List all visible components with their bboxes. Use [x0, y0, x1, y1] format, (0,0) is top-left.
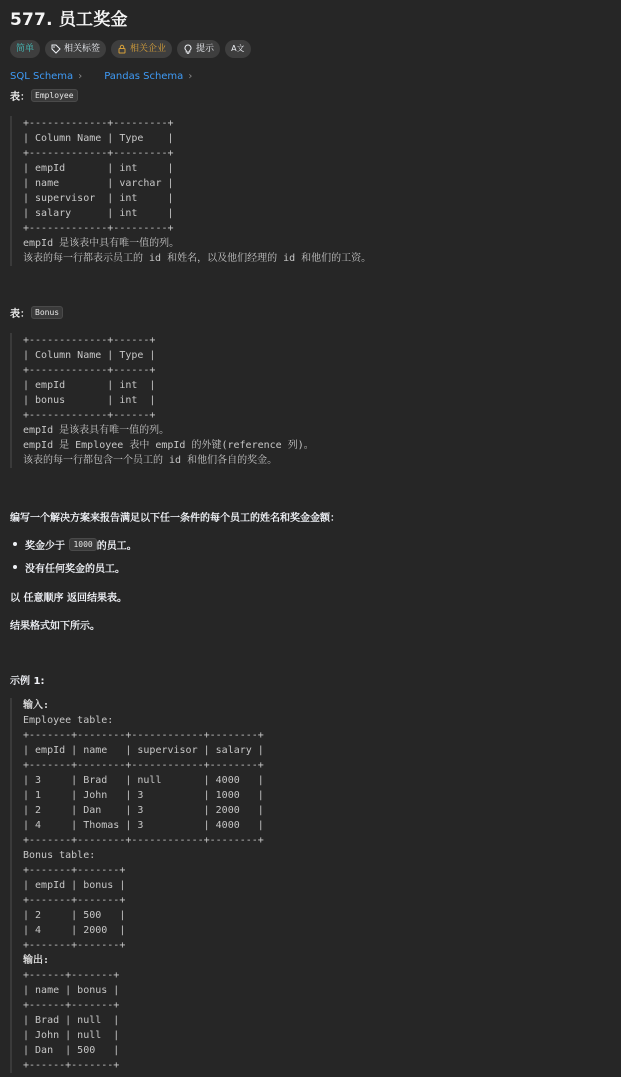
translate-button[interactable]: [225, 40, 250, 58]
difficulty-label: 简单: [16, 44, 35, 54]
schema-links: [10, 71, 192, 82]
threshold-code: 1000: [69, 538, 96, 551]
employee-schema-block: [10, 116, 371, 266]
list-item: 没有任何奖金的员工。: [10, 558, 137, 576]
tag-row: [10, 40, 251, 58]
employee-table-heading: 表： Employee: [10, 88, 78, 103]
hints-button[interactable]: [177, 40, 220, 58]
output-label: 输出:: [23, 955, 50, 966]
output-text: +------+-------+ | name | bonus | +------+-------+ | Brad | null | | John | null | | Dan | 500 | +------+-------+: [23, 970, 120, 1071]
list-item: 奖金 少于 1000 的员工。: [10, 535, 137, 553]
chevron-right-icon: ›: [78, 71, 83, 82]
lock-icon: [117, 44, 127, 54]
example-block: [10, 698, 264, 1073]
difficulty-badge[interactable]: [10, 40, 40, 58]
chevron-right-icon: ›: [188, 71, 193, 82]
lightbulb-icon: [183, 44, 193, 54]
bonus-schema-text: +-------------+------+ | Column Name | Type | +-------------+------+ | empId | int | | bonus | int | +-------------+------+ empId 是该表具有唯一值的列。 empId 是 Employee 表中 empId 的外键(reference 列)。 该表的每一行都包含一个员工的 id 和他们各自的奖金。: [23, 335, 314, 466]
format-note: 结果格式如下所示。: [10, 621, 100, 632]
example-title: 示例 1:: [10, 676, 45, 687]
bonus-table-name: Bonus: [31, 306, 63, 319]
bullet-dot: [13, 542, 17, 546]
employee-table-name: Employee: [31, 89, 78, 102]
related-companies-button[interactable]: [111, 40, 172, 58]
bonus-schema-block: [10, 333, 314, 468]
order-note: 以 任意顺序 返回结果表。: [10, 593, 127, 604]
related-topics-button[interactable]: [45, 40, 106, 58]
problem-title: 577. 员工奖金: [10, 10, 128, 30]
input-label: 输入:: [23, 700, 50, 711]
hints-label: 提示: [196, 44, 215, 54]
problem-statement: 编写一个解决方案来报告满足以下任一条件的每个员工的姓名和奖金金额：: [10, 513, 340, 524]
bonus-table-heading: 表： Bonus: [10, 305, 63, 320]
input-text: Employee table: +-------+--------+------------+--------+ | empId | name | supervisor | salary | +-------+--------+------------+--------+ | 3 | Brad | null | 4000 | | 1 | John | 3 | 1000 | | 2 | Dan | 3 | 2000 | | 4 | Thomas | 3 | 4000 | +-------+--------+------------+--------+ Bonus table: +-------+-------+ | empId | bonus | +-------+-------+ | 2 | 500 | | 4 | 2000 | +-------+-------+: [23, 715, 264, 951]
condition-list: [10, 535, 137, 576]
related-companies-label: 相关企业: [130, 44, 167, 54]
employee-schema-text: +-------------+---------+ | Column Name | Type | +-------------+---------+ | empId | int | | name | varchar | | supervisor | int | | salary | int | +-------------+---------+ empId 是该表中具有唯一值的列。 该表的每一行都表示员工的 id 和姓名，以及他们经理的 id 和他们的工资。: [23, 118, 372, 264]
translate-icon: A文: [231, 44, 245, 53]
sql-schema-link[interactable]: SQL Schema ›: [10, 71, 83, 82]
pandas-schema-link[interactable]: Pandas Schema ›: [104, 71, 193, 82]
tag-icon: [51, 44, 61, 54]
related-topics-label: 相关标签: [64, 44, 101, 54]
bullet-dot: [13, 565, 17, 569]
